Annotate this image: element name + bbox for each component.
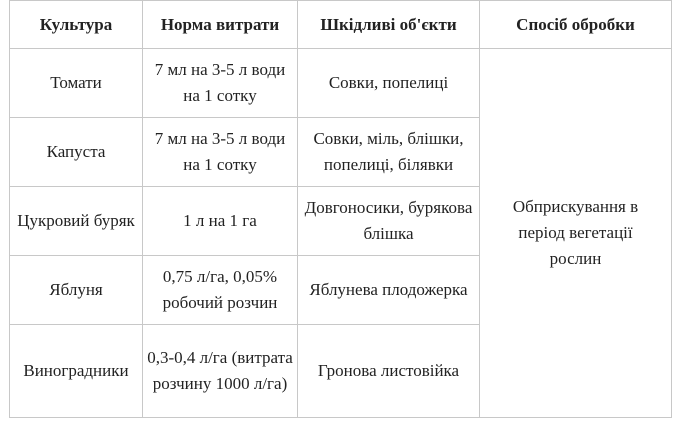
pests-cell: Гронова листовійка xyxy=(298,325,480,418)
rate-cell: 7 мл на 3-5 л води на 1 сотку xyxy=(143,49,298,118)
rate-cell: 0,3-0,4 л/га (витрата розчину 1000 л/га) xyxy=(143,325,298,418)
crop-cell: Томати xyxy=(10,49,143,118)
header-rate: Норма витрати xyxy=(143,1,298,49)
table-row xyxy=(10,49,672,118)
table-header-row xyxy=(10,1,672,49)
crop-cell: Яблуня xyxy=(10,256,143,325)
pests-cell: Совки, попелиці xyxy=(298,49,480,118)
crop-cell: Виноградники xyxy=(10,325,143,418)
pesticide-table xyxy=(9,0,672,418)
pests-cell: Яблунева плодожерка xyxy=(298,256,480,325)
rate-cell: 0,75 л/га, 0,05% робочий розчин xyxy=(143,256,298,325)
rate-cell: 1 л на 1 га xyxy=(143,187,298,256)
pests-cell: Совки, міль, блішки, попелиці, білявки xyxy=(298,118,480,187)
crop-cell: Цукровий буряк xyxy=(10,187,143,256)
crop-cell: Капуста xyxy=(10,118,143,187)
header-method: Спосіб обробки xyxy=(480,1,672,49)
header-pests: Шкідливі об'єкти xyxy=(298,1,480,49)
rate-cell: 7 мл на 3-5 л води на 1 сотку xyxy=(143,118,298,187)
pests-cell: Довгоносики, бурякова блішка xyxy=(298,187,480,256)
method-cell: Обприскування в період вегетації рослин xyxy=(480,49,672,418)
header-crop: Культура xyxy=(10,1,143,49)
